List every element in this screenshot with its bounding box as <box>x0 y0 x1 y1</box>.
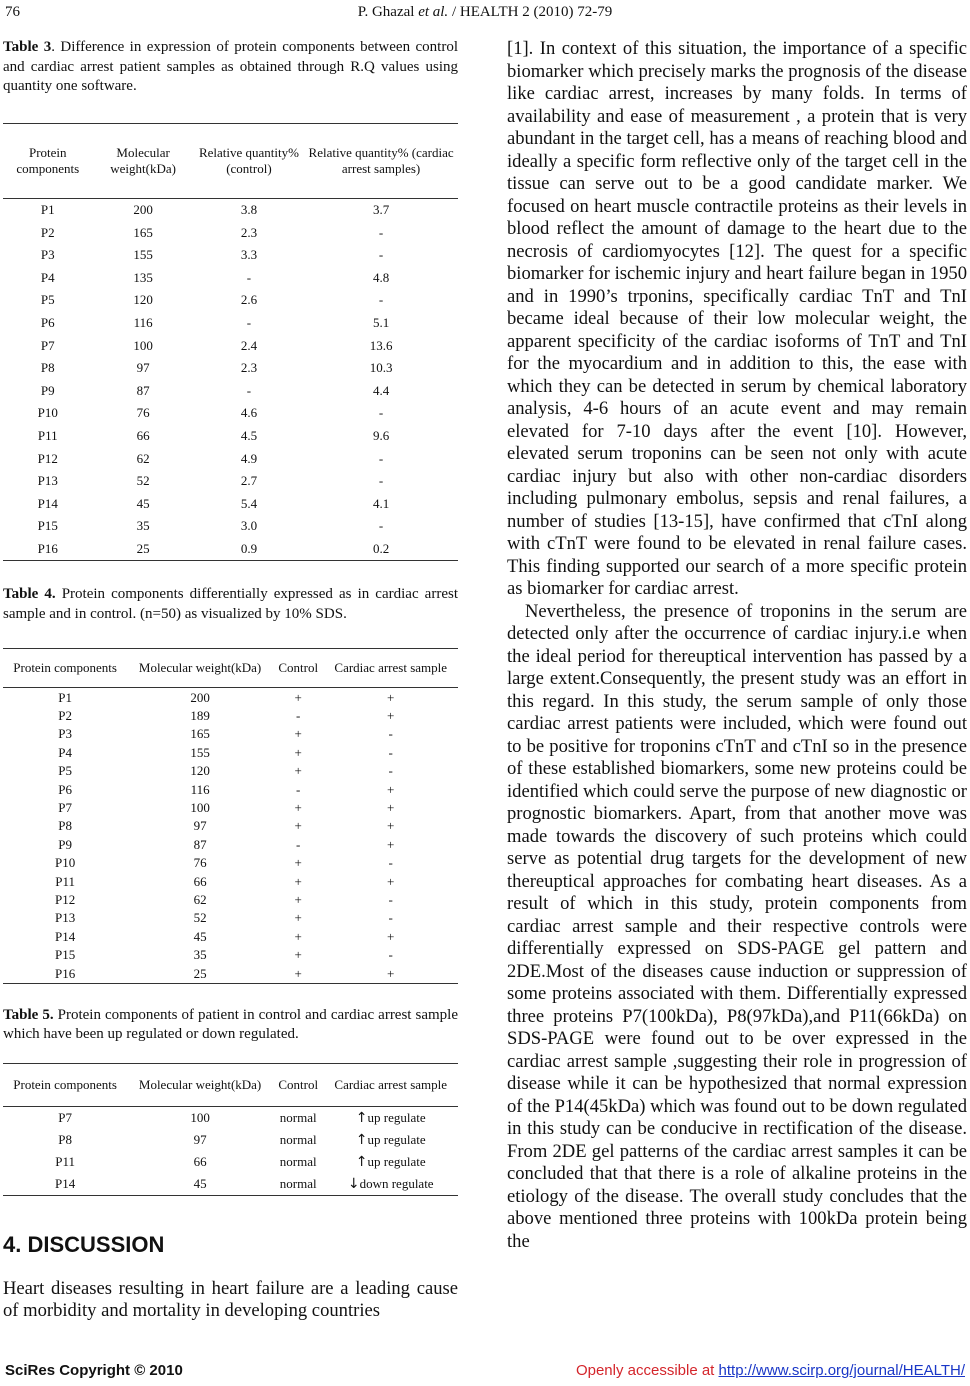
regulation-label: down regulate <box>359 1175 434 1191</box>
table-cell: + <box>387 800 395 815</box>
table-row <box>3 707 458 725</box>
column-header: Molecular weight(kDa) <box>127 649 273 688</box>
table-cell: 52 <box>193 910 207 926</box>
table-cell: - <box>378 247 384 263</box>
table-cell: P10 <box>54 855 76 871</box>
table-cell: P7 <box>40 337 55 353</box>
table-cell: - <box>296 781 301 797</box>
table-cell: 87 <box>136 382 150 398</box>
table-cell: 165 <box>190 726 210 742</box>
table-cell: + <box>294 855 302 871</box>
table-cell: + <box>294 928 302 944</box>
table-cell: P8 <box>58 818 72 834</box>
table-cell: P16 <box>3 964 127 983</box>
table-cell: P7 <box>58 800 72 815</box>
table-cell: 5.4 <box>240 495 258 511</box>
table-cell: 45 <box>127 1173 273 1196</box>
table-cell: + <box>294 763 302 779</box>
table-cell: 100 <box>190 800 210 815</box>
table-cell: 116 <box>133 315 153 331</box>
page-footer <box>5 1362 965 1384</box>
table-cell: P12 <box>37 450 58 466</box>
table-cell: - <box>378 518 384 534</box>
table-cell: 66 <box>193 873 207 889</box>
table-row <box>3 909 458 927</box>
table-row <box>3 964 458 983</box>
table-cell: 9.6 <box>372 428 390 444</box>
table4-header-row <box>3 649 458 688</box>
table-cell: 62 <box>193 891 207 907</box>
table-cell: 35 <box>193 947 207 963</box>
table-cell: 4.5 <box>240 428 258 444</box>
table-cell: 155 <box>133 247 153 263</box>
table-cell: 120 <box>133 292 153 308</box>
table-cell: - <box>388 891 393 907</box>
table-cell: 2.6 <box>240 292 258 308</box>
table-row <box>3 1151 458 1173</box>
table-cell: 66 <box>193 1153 207 1169</box>
table-cell <box>323 1151 458 1173</box>
table-row <box>3 725 458 743</box>
table-cell: 62 <box>136 450 150 466</box>
column-header: Control <box>273 1063 323 1106</box>
copyright-notice: SciRes Copyright © 2010 <box>5 1362 183 1379</box>
table-cell: 4.1 <box>372 495 390 511</box>
table-row <box>3 515 458 538</box>
table-cell: - <box>388 947 393 963</box>
table-cell: P14 <box>37 495 58 511</box>
table-cell: 66 <box>136 428 150 444</box>
table-cell: P13 <box>54 910 76 926</box>
table-cell: 25 <box>127 964 273 983</box>
discussion-paragraph: Heart diseases resulting in heart failure are a leading cause of morbidity and mortality in developing countries <box>3 1277 458 1322</box>
table-cell: P14 <box>54 928 76 944</box>
column-header: Relative quantity% (cardiac arrest samples) <box>304 123 458 198</box>
table-cell: - <box>246 315 252 331</box>
table-cell: P3 <box>58 726 72 742</box>
table-row <box>3 1173 458 1196</box>
table-cell: 4.9 <box>240 450 258 466</box>
table-cell: 200 <box>190 689 210 705</box>
body-paragraph-2: Nevertheless, the presence of troponins in the serum are detected only after the occurrence of cardiac injury.i.e when the ideal period for thereuptical intervention has passed by a large extent.Consequently, the present study was an effort in this regard. In this study, the serum sample of only those cardiac arrest patients were included, which were found out to be positive for troponins cTnT and cTnI so in the presence of these established biomarkers, some new proteins could be identified which could serve the purpose of new diagnostic or prognostic biomarkers. Apart, from that another move was made towards the discovery of such proteins which could serve as potential drug targets for the development of new thereuptical approaches for combating heart diseases. As a result of which in this study, protein components from cardiac arrest sample and their respective controls were differentially expressed on SDS-PAGE gel pattern and 2DE.Most of the diseases cause induction or suppression of some proteins associated with them. Differentially expressed three proteins P7(100kDa), P8(97kDa),and P11(66kDa) on SDS-PAGE were found out to be over expressed in the cardiac arrest sample ,suggesting their role in progression of disease while it can be hypothesized that normal expression of the P14(45kDa) which was found out to be down regulated in this study can be conducive in rectification of the disease. From 2DE gel patterns of the cardiac arrest samples it can be concluded that that there is a role of alkaline proteins in the etiology of the disease. The overall study concludes that the above mentioned three proteins with 100kDa protein being the <box>507 600 967 1252</box>
table-cell: + <box>387 873 395 889</box>
table5-header-row <box>3 1063 458 1106</box>
table-cell: P1 <box>40 202 55 218</box>
table-row <box>3 267 458 290</box>
table-cell: 3.0 <box>240 518 258 534</box>
table-cell: 4.4 <box>372 382 390 398</box>
table-cell: normal <box>279 1109 317 1125</box>
table-cell <box>323 1106 458 1129</box>
table-cell: 76 <box>193 855 207 871</box>
table-cell: 135 <box>133 269 153 285</box>
table-row <box>3 425 458 448</box>
table-cell: 97 <box>193 818 207 834</box>
table-cell: + <box>387 836 395 852</box>
up-arrow-icon: ↑ <box>355 1131 368 1148</box>
running-header <box>5 2 965 22</box>
table-cell: - <box>378 292 384 308</box>
table-cell: 120 <box>190 763 210 779</box>
table-cell: - <box>246 269 252 285</box>
table-row <box>3 357 458 380</box>
table-cell: + <box>294 689 302 705</box>
table5-body <box>3 1106 458 1195</box>
regulation-label: up regulate <box>367 1131 426 1147</box>
table-cell: P5 <box>58 763 72 779</box>
table-cell: P9 <box>40 382 55 398</box>
table-cell: 97 <box>136 360 150 376</box>
table4-body <box>3 688 458 983</box>
table-cell: P3 <box>40 247 55 263</box>
table-row <box>3 402 458 425</box>
table-row <box>3 817 458 835</box>
column-header: Protein components <box>3 649 127 688</box>
table-cell: P8 <box>58 1131 72 1147</box>
table-row <box>3 289 458 312</box>
table-cell: - <box>378 224 384 240</box>
running-head: P. Ghazal et al. / HEALTH 2 (2010) 72-79 <box>357 4 613 20</box>
table-cell <box>323 1129 458 1151</box>
table-row <box>3 493 458 516</box>
column-header: Control <box>273 649 323 688</box>
table-cell: + <box>294 800 302 815</box>
table-cell: 4.6 <box>240 405 258 421</box>
table-cell: + <box>294 910 302 926</box>
table-cell: P5 <box>40 292 55 308</box>
table-row <box>3 744 458 762</box>
table-cell: P6 <box>58 781 72 797</box>
table-cell: + <box>294 726 302 742</box>
table-cell: P11 <box>55 873 75 889</box>
table-cell: P10 <box>37 405 58 421</box>
table-cell: 116 <box>190 781 210 797</box>
access-notice: Openly accessible at http://www.scirp.org/journal/HEALTH/ <box>575 1362 965 1379</box>
table-cell: 0.2 <box>304 538 458 561</box>
table-cell: 52 <box>136 473 150 489</box>
table4 <box>3 648 458 983</box>
down-arrow-icon: ↓ <box>347 1175 360 1192</box>
table-cell: + <box>323 964 458 983</box>
table-cell: + <box>387 781 395 797</box>
table-cell: 10.3 <box>369 360 393 376</box>
table-cell: P13 <box>37 473 58 489</box>
body-paragraph-1: [1]. In context of this situation, the importance of a specific biomarker which precisely marks the prognosis of the disease like cardiac arrest, increases by many folds. In terms of availability and ease of measurement , a protein that is very abundant in the target cell, has a means of reaching blood and ideally a specific form reflective only of the target cell in the tissue can serve out to be a good candidate marker. We focused on heart muscle contractile proteins as their levels in blood reflect the amount of damage to the heart due to the necrosis of cardiomyocytes [12]. The quest for a specific biomarker for ischemic injury and heart failure began in 1950 and in 1990’s trponins, specifically cardiac TnT and TnI became ideal because of their low molecular weight, the apparent specificity of the cardiac isoforms of TnT and TnI for the myocardium and in addition to this, the ease with which they can be detected in serum by chemical laboratory analysis, 4-6 hours of an acute event and may remain elevated for 7-10 days after the event [10]. However, elevated serum troponins can be seen not only with acute cardiac injury but also with other non-cardiac disorders including pulmonary embolus, sepsis and renal failures, a number of studies [13-15], have confirmed that cTnI along with cTnT were found to be elevated in renal failure cases. This finding supported our search of a more specific protein as biomarker for cardiac arrest. <box>507 38 967 599</box>
table-cell: 2.4 <box>240 337 258 353</box>
column-header: Relative quantity% (control) <box>194 123 304 198</box>
table-cell: 2.7 <box>240 473 258 489</box>
table-cell: 0.9 <box>194 538 304 561</box>
table-cell: - <box>388 726 393 742</box>
table-cell: P2 <box>58 708 72 724</box>
table-row <box>3 221 458 244</box>
column-header: Molecular weight(kDa) <box>93 123 194 198</box>
table-row <box>3 198 458 221</box>
table-cell: P2 <box>40 224 55 240</box>
table-cell: 45 <box>193 928 207 944</box>
table-cell: 100 <box>133 337 153 353</box>
table-row <box>3 946 458 964</box>
table-row <box>3 380 458 403</box>
table-row <box>3 447 458 470</box>
table-cell: 45 <box>136 495 150 511</box>
journal-link[interactable]: http://www.scirp.org/journal/HEALTH/ <box>718 1362 965 1379</box>
up-arrow-icon: ↑ <box>355 1109 368 1126</box>
table-cell: + <box>387 708 395 724</box>
table-cell <box>323 1173 458 1196</box>
table-cell: + <box>294 947 302 963</box>
table-cell: + <box>294 873 302 889</box>
table-cell: 97 <box>193 1131 207 1147</box>
up-arrow-icon: ↑ <box>355 1153 368 1170</box>
table4-caption: Table 4. Protein components differentially expressed as in cardiac arrest sample and in control. (n=50) as visualized by 10% SDS. <box>3 586 458 622</box>
table-row <box>3 538 458 561</box>
table-cell: P6 <box>40 315 55 331</box>
table-cell: 3.7 <box>372 202 390 218</box>
table-cell: + <box>294 891 302 907</box>
table-cell: 4.8 <box>372 269 390 285</box>
right-column <box>507 38 967 1253</box>
table3-body <box>3 198 458 561</box>
table-cell: P8 <box>40 360 55 376</box>
column-header: Molecular weight(kDa) <box>127 1063 273 1106</box>
table-cell: 35 <box>136 518 150 534</box>
table-row <box>3 799 458 817</box>
column-header: Cardiac arrest sample <box>323 649 458 688</box>
table-cell: - <box>246 382 252 398</box>
table-cell: 76 <box>136 405 150 421</box>
table-cell: 13.6 <box>369 337 393 353</box>
table-cell: - <box>378 450 384 466</box>
section-heading: 4. DISCUSSION <box>3 1231 165 1257</box>
table-row <box>3 312 458 335</box>
table-cell: 165 <box>133 224 153 240</box>
table-cell: 155 <box>190 744 210 760</box>
table3 <box>3 123 458 562</box>
table-row <box>3 854 458 872</box>
table-cell: - <box>296 708 301 724</box>
table-cell: + <box>294 818 302 834</box>
table-cell: P14 <box>3 1173 127 1196</box>
table-row <box>3 688 458 707</box>
table-cell: P9 <box>58 836 72 852</box>
table-cell: P11 <box>37 428 58 444</box>
table-cell: P11 <box>55 1153 75 1169</box>
left-column <box>3 38 458 1323</box>
table-cell: - <box>388 744 393 760</box>
table-row <box>3 1106 458 1129</box>
table-row <box>3 780 458 798</box>
regulation-label: up regulate <box>367 1153 426 1169</box>
table-cell: P15 <box>54 947 76 963</box>
table-cell: P7 <box>58 1109 72 1125</box>
table-cell: 3.8 <box>240 202 258 218</box>
column-header: Protein components <box>3 123 93 198</box>
table-cell: - <box>388 910 393 926</box>
table-row <box>3 470 458 493</box>
table-cell: 87 <box>193 836 207 852</box>
table-cell: + <box>387 689 395 705</box>
table-cell: P15 <box>37 518 58 534</box>
table-cell: 200 <box>133 202 153 218</box>
table-cell: 100 <box>190 1109 210 1125</box>
table5-caption: Table 5. Protein components of patient in control and cardiac arrest sample which have been up regulated or down regulated. <box>3 1006 458 1043</box>
table-cell: - <box>296 836 301 852</box>
table-cell: + <box>273 964 323 983</box>
table5 <box>3 1063 458 1196</box>
table-cell: normal <box>279 1131 317 1147</box>
table-cell: normal <box>279 1153 317 1169</box>
table-cell: - <box>378 473 384 489</box>
table-cell: + <box>387 928 395 944</box>
table-cell: P1 <box>58 689 72 705</box>
page-number: 76 <box>5 4 20 20</box>
table-cell: 2.3 <box>240 224 258 240</box>
table-cell: - <box>388 855 393 871</box>
table-cell: 25 <box>93 538 194 561</box>
table-cell: - <box>378 405 384 421</box>
table-row <box>3 762 458 780</box>
table-row <box>3 334 458 357</box>
table3-header-row <box>3 123 458 198</box>
table-row <box>3 928 458 946</box>
column-header: Cardiac arrest sample <box>323 1063 458 1106</box>
table-cell: P4 <box>58 744 72 760</box>
table-cell: 2.3 <box>240 360 258 376</box>
table-cell: 3.3 <box>240 247 258 263</box>
table-cell: 189 <box>190 708 210 724</box>
table-cell: P12 <box>54 891 76 907</box>
table-cell: normal <box>273 1173 323 1196</box>
table-cell: P16 <box>3 538 93 561</box>
table-cell: + <box>294 744 302 760</box>
table-row <box>3 836 458 854</box>
regulation-label: up regulate <box>367 1109 426 1125</box>
table-cell: P4 <box>40 269 55 285</box>
table-cell: 5.1 <box>372 315 390 331</box>
column-header: Protein components <box>3 1063 127 1106</box>
table-row <box>3 891 458 909</box>
table3-caption: Table 3. Difference in expression of protein components between control and cardiac arrest patient samples as obtained through R.Q values using quantity one software. <box>3 39 458 95</box>
table-row <box>3 1129 458 1151</box>
table-cell: - <box>388 763 393 779</box>
table-row <box>3 244 458 267</box>
table-row <box>3 872 458 890</box>
table-cell: + <box>387 818 395 834</box>
